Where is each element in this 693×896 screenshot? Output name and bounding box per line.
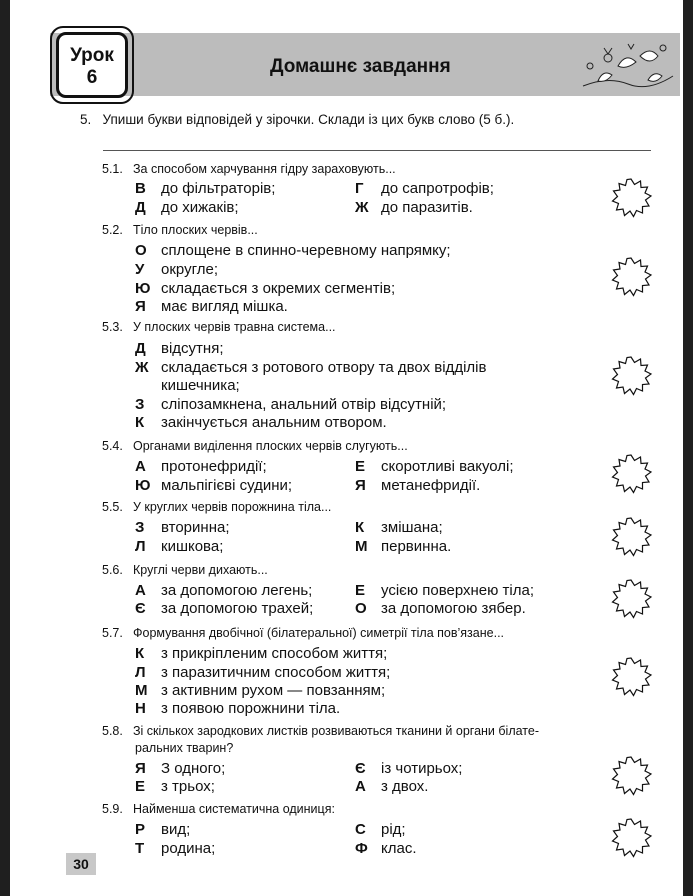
option-letter: К — [355, 519, 365, 536]
option-letter: З — [135, 396, 145, 413]
lesson-word: Урок — [70, 45, 114, 66]
option-text: складається з окремих сегментів; — [161, 280, 396, 297]
option-text: відсутня; — [161, 340, 224, 357]
question-text: У круглих червів порожнина тіла... — [133, 500, 332, 514]
lesson-number: 6 — [86, 67, 98, 88]
option-letter: А — [135, 582, 146, 599]
question-number: 5.7. — [102, 626, 123, 640]
option-letter: Т — [135, 840, 145, 857]
option-text: мальпігієві судини; — [161, 477, 293, 494]
option-letter: Л — [135, 538, 146, 555]
butterflies-decoration — [578, 36, 678, 94]
answer-option — [355, 840, 417, 857]
option-letter: Є — [135, 600, 146, 617]
answer-option — [355, 519, 443, 536]
option-letter: Е — [355, 582, 366, 599]
option-letter: Ж — [135, 359, 149, 376]
answer-option — [135, 582, 312, 599]
question-title — [102, 626, 504, 640]
question-number: 5.8. — [102, 724, 123, 738]
question-number: 5.1. — [102, 162, 123, 176]
answer-option — [355, 458, 514, 475]
option-text: до сапротрофів; — [381, 180, 494, 197]
answer-option — [135, 821, 190, 838]
option-text: закінчується анальним отвором. — [161, 414, 387, 431]
option-letter: Л — [135, 664, 146, 681]
option-letter: К — [135, 645, 145, 662]
option-letter: Н — [135, 700, 146, 717]
answer-option — [135, 700, 340, 717]
option-letter: Г — [355, 180, 364, 197]
question-text: Круглі черви дихають... — [133, 563, 268, 577]
answer-option — [135, 280, 395, 297]
option-letter: Е — [355, 458, 366, 475]
option-text: рід; — [381, 821, 406, 838]
option-letter: М — [135, 682, 148, 699]
option-letter: Є — [355, 760, 366, 777]
option-text: сліпозамкнена, анальний отвір відсутній; — [161, 396, 447, 413]
option-letter: Д — [135, 340, 146, 357]
option-text: клас. — [381, 840, 417, 857]
option-letter: О — [135, 242, 147, 259]
task-number: 5. — [80, 112, 92, 127]
question-title — [102, 320, 336, 334]
answer-star-5-7[interactable] — [609, 655, 653, 699]
option-letter: М — [355, 538, 368, 555]
option-letter: Ф — [355, 840, 368, 857]
question-title — [102, 802, 335, 816]
option-text: за допомогою легень; — [161, 582, 313, 599]
option-letter: А — [355, 778, 366, 795]
option-text: родина; — [161, 840, 216, 857]
answer-option — [135, 340, 224, 357]
question-number: 5.6. — [102, 563, 123, 577]
option-text: З одного; — [161, 760, 226, 777]
answer-option — [135, 359, 486, 376]
answer-option — [135, 298, 288, 315]
question-text: За способом харчування гідру зараховують... — [133, 162, 396, 176]
answer-option — [135, 760, 225, 777]
answer-option — [135, 242, 451, 259]
answer-star-5-3[interactable] — [609, 354, 653, 398]
answer-option — [135, 458, 267, 475]
answer-option — [355, 821, 406, 838]
answer-option — [355, 582, 534, 599]
option-letter: У — [135, 261, 145, 278]
answer-option — [355, 477, 480, 494]
question-text-continuation: ральних тварин? — [135, 741, 234, 755]
option-text: з прикріпленим способом життя; — [161, 645, 388, 662]
answer-star-5-2[interactable] — [609, 255, 653, 299]
question-text: Зі скількох зародкових листків розвиваються тканини й органи білате- — [133, 724, 539, 738]
option-text: первинна. — [381, 538, 452, 555]
answer-option — [135, 600, 313, 617]
question-number: 5.4. — [102, 439, 123, 453]
option-text: з двох. — [381, 778, 429, 795]
page-number: 30 — [66, 853, 96, 875]
answer-star-5-8[interactable] — [609, 754, 653, 798]
answer-option — [135, 538, 223, 555]
option-text-continuation: кишечника; — [161, 377, 240, 394]
option-text: до паразитів. — [381, 199, 473, 216]
question-text: Найменша систематична одиниця: — [133, 802, 335, 816]
answer-option — [135, 645, 387, 662]
option-letter: Ю — [135, 280, 151, 297]
lesson-badge — [56, 32, 128, 98]
answer-option — [135, 199, 239, 216]
option-text: змішана; — [381, 519, 443, 536]
page-title: Домашнє завдання — [270, 56, 451, 77]
option-text: усією поверхнею тіла; — [381, 582, 535, 599]
question-number: 5.2. — [102, 223, 123, 237]
option-text: до хижаків; — [161, 199, 239, 216]
question-text: У плоских червів травна система... — [133, 320, 336, 334]
question-title — [102, 223, 258, 237]
option-text: округле; — [161, 261, 218, 278]
answer-option — [355, 538, 451, 555]
option-text: метанефридії. — [381, 477, 481, 494]
answer-option — [135, 778, 215, 795]
option-text: скоротливі вакуолі; — [381, 458, 514, 475]
answer-option — [135, 682, 385, 699]
option-text: протонефридії; — [161, 458, 267, 475]
option-letter: Е — [135, 778, 146, 795]
answer-option — [135, 840, 215, 857]
answer-option — [355, 760, 462, 777]
option-letter: Я — [135, 298, 146, 315]
answer-option — [135, 396, 446, 413]
option-text: за допомогою зябер. — [381, 600, 526, 617]
option-text: за допомогою трахей; — [161, 600, 314, 617]
option-text: із чотирьох; — [381, 760, 463, 777]
question-title — [102, 724, 539, 738]
option-text: вторинна; — [161, 519, 230, 536]
option-letter: К — [135, 414, 145, 431]
option-text: до фільтраторів; — [161, 180, 276, 197]
question-title — [102, 500, 331, 514]
answer-option — [135, 261, 218, 278]
answer-option — [355, 199, 473, 216]
answer-option — [135, 414, 387, 431]
answer-option — [355, 600, 526, 617]
option-letter: В — [135, 180, 146, 197]
option-text: з активним рухом — повзанням; — [161, 682, 386, 699]
question-text: Формування двобічної (білатеральної) симетрії тіла пов’язане... — [133, 626, 505, 640]
answer-option — [135, 180, 275, 197]
option-text: має вигляд мішка. — [161, 298, 288, 315]
option-letter: Р — [135, 821, 146, 838]
question-title — [102, 162, 396, 176]
option-text: вид; — [161, 821, 191, 838]
answer-star-5-4[interactable] — [609, 452, 653, 496]
answer-option — [135, 477, 292, 494]
option-text: сплощене в спинно-черевному напрямку; — [161, 242, 451, 259]
option-letter: Ю — [135, 477, 151, 494]
task-text: Упиши букви відповідей у зірочки. Склади із цих букв слово (5 б.). — [102, 112, 515, 127]
answer-option — [135, 664, 390, 681]
option-letter: З — [135, 519, 145, 536]
option-letter: О — [355, 600, 367, 617]
option-letter: Я — [135, 760, 146, 777]
option-letter: А — [135, 458, 146, 475]
answer-star-5-9[interactable] — [609, 816, 653, 860]
answer-star-5-6[interactable] — [609, 577, 653, 621]
answer-option — [355, 180, 494, 197]
option-letter: Я — [355, 477, 366, 494]
question-title — [102, 563, 268, 577]
question-title — [102, 439, 408, 453]
option-letter: Д — [135, 199, 146, 216]
option-text: з паразитичним способом життя; — [161, 664, 391, 681]
answer-star-5-1[interactable] — [609, 176, 653, 220]
option-letter: Ж — [355, 199, 369, 216]
answer-option — [355, 778, 428, 795]
option-text: складається з ротового отвору та двох відділів — [161, 359, 487, 376]
question-number: 5.5. — [102, 500, 123, 514]
question-number: 5.9. — [102, 802, 123, 816]
answer-star-5-5[interactable] — [609, 515, 653, 559]
question-number: 5.3. — [102, 320, 123, 334]
answer-option — [135, 519, 229, 536]
divider — [103, 150, 651, 151]
task-instruction — [80, 112, 514, 127]
option-text: з трьох; — [161, 778, 215, 795]
question-text: Органами виділення плоских червів слугують... — [133, 439, 408, 453]
option-text: з появою порожнини тіла. — [161, 700, 341, 717]
option-letter: С — [355, 821, 366, 838]
option-text: кишкова; — [161, 538, 224, 555]
question-text: Тіло плоских червів... — [133, 223, 258, 237]
